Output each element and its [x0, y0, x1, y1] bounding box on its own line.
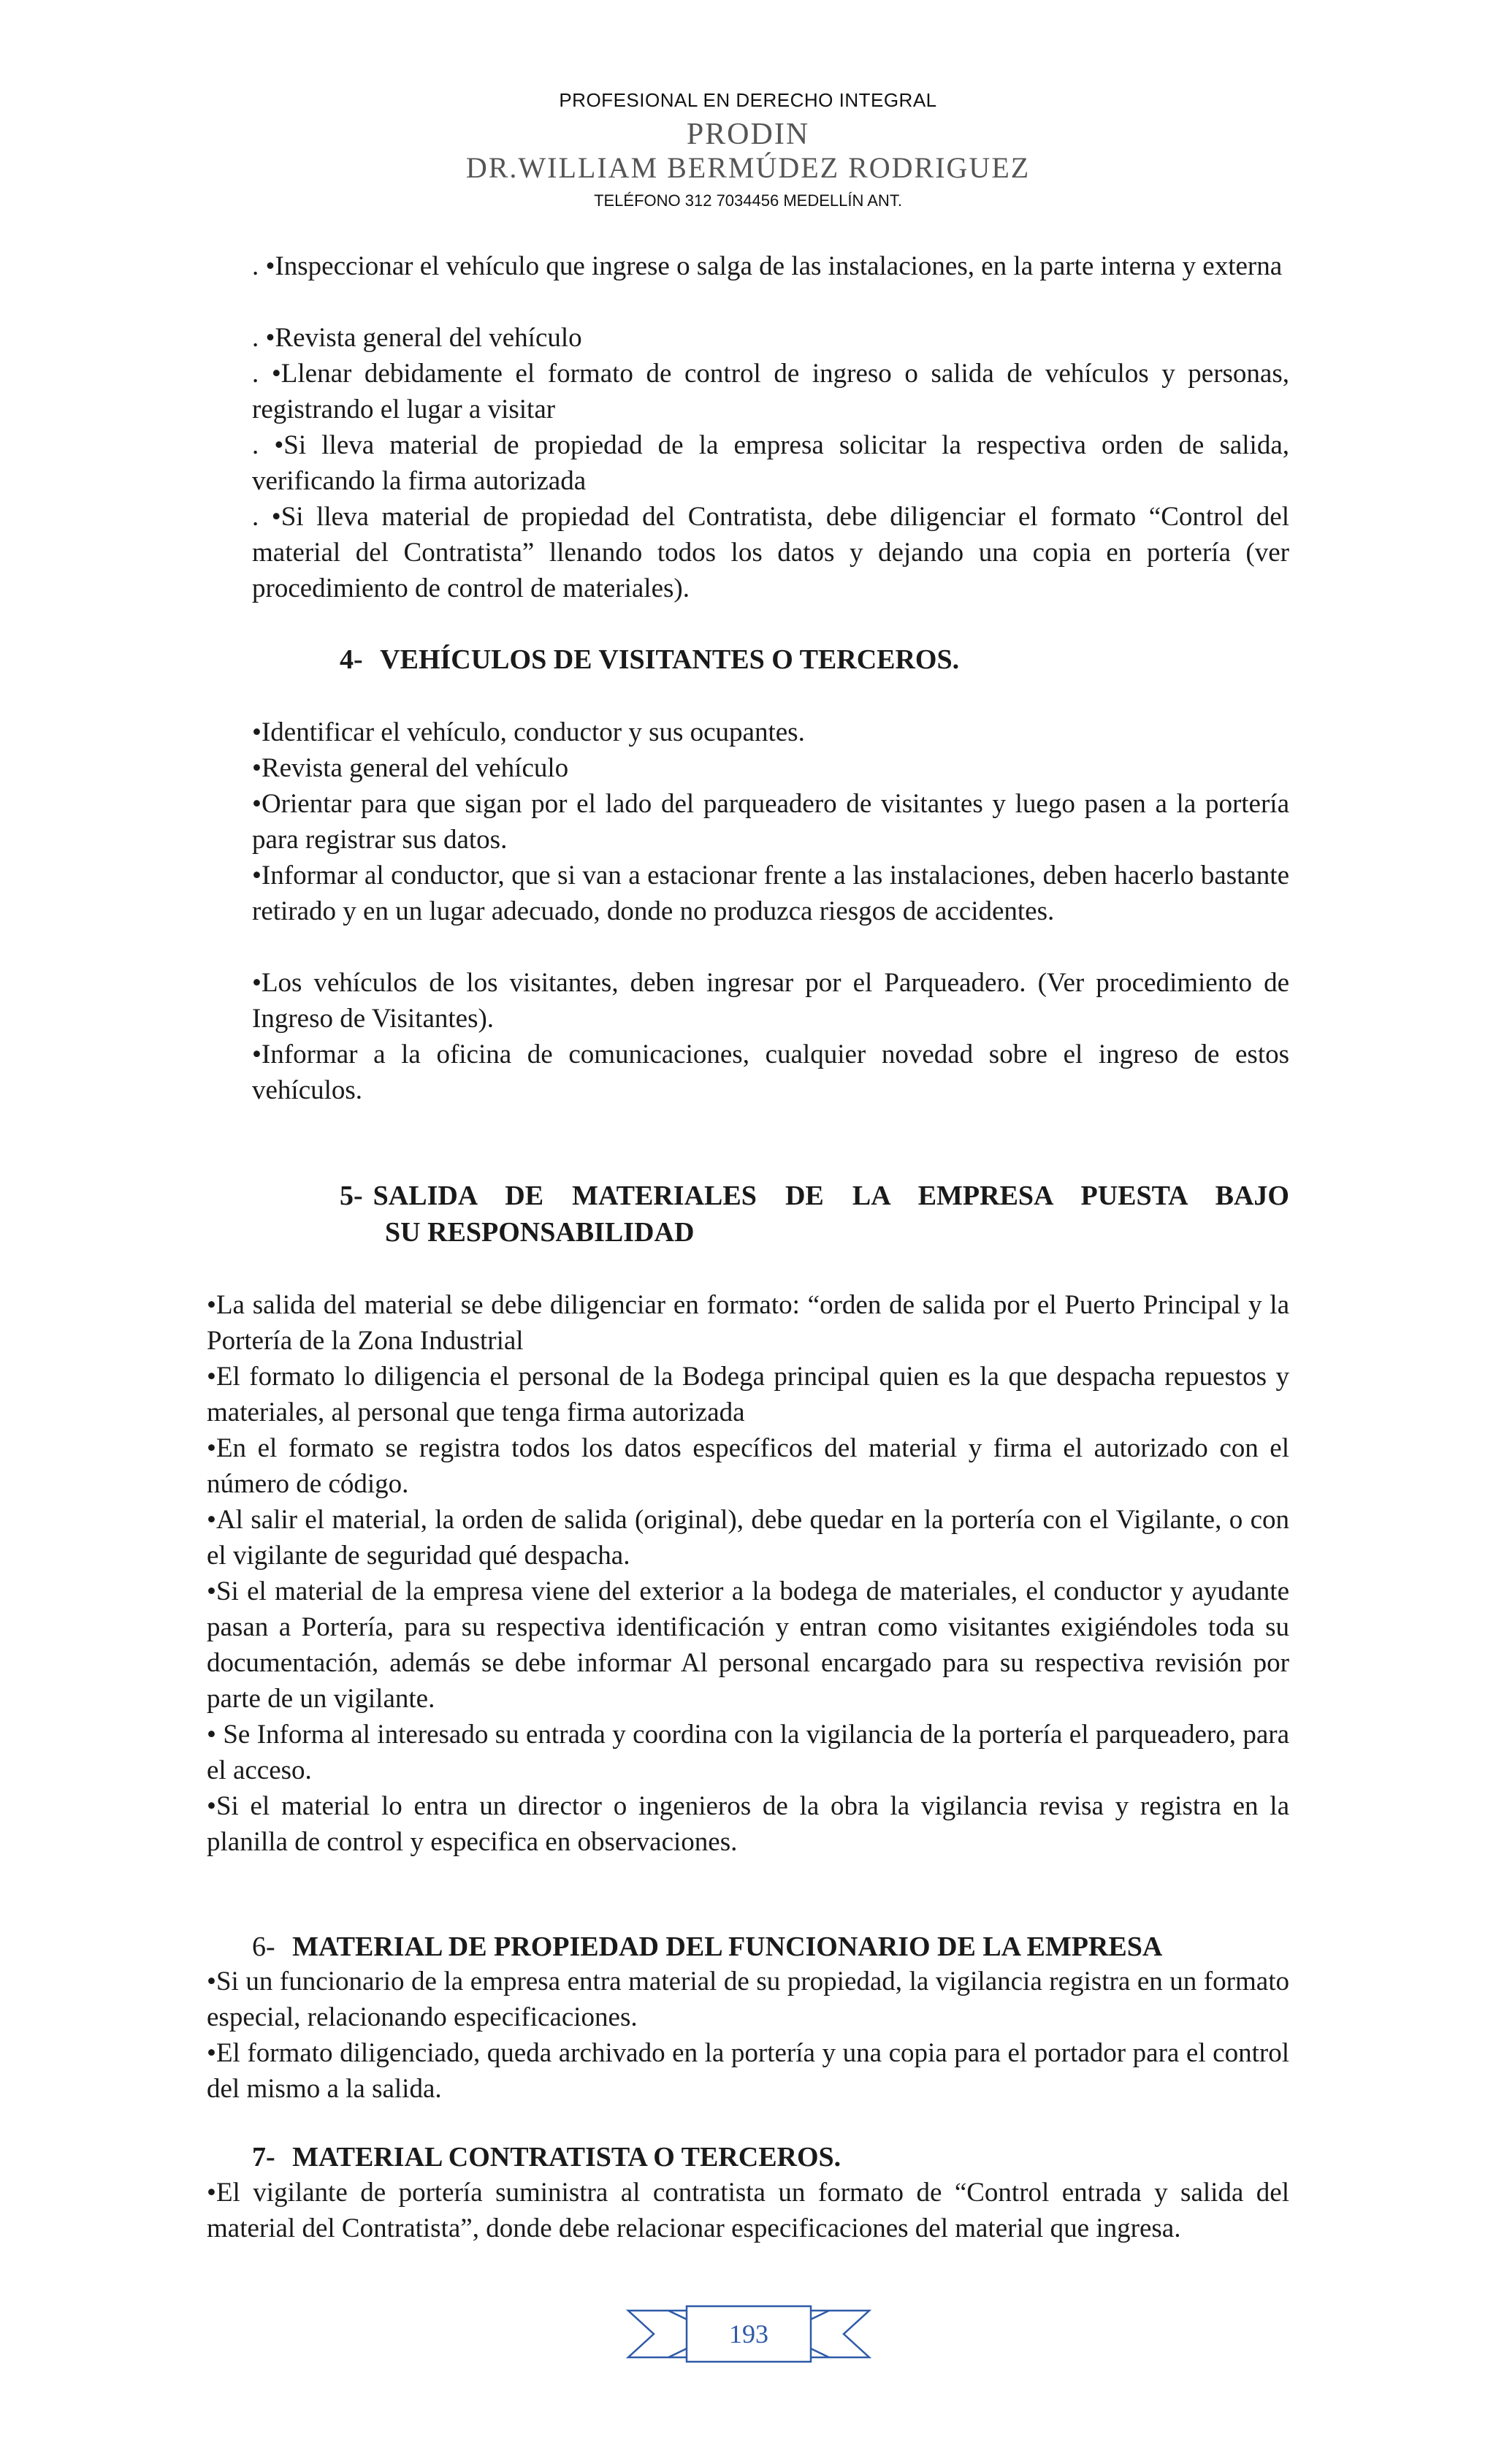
section-heading — [252, 2139, 841, 2175]
paragraph: . •Llenar debidamente el formato de control de ingreso o salida de vehículos y personas, registrando el lugar a visitar — [252, 359, 1289, 424]
section-number: 7- — [252, 2142, 275, 2173]
header-organization: PRODIN — [686, 118, 810, 151]
list-item: •La salida del material se debe diligenciar en formato: “orden de salida por el Puerto Principal y la Portería de la Zona Industrial — [207, 1290, 1289, 1356]
section-heading — [340, 641, 959, 678]
section-number: 6- — [252, 1931, 275, 1962]
header-author-name: DR.WILLIAM BERMÚDEZ RODRIGUEZ — [465, 151, 1031, 184]
list-item: •El formato lo diligencia el personal de la Bodega principal quien es la que despacha repuestos y materiales, al personal que tenga firma autorizada — [207, 1362, 1289, 1427]
section-number: 4- — [340, 644, 363, 675]
list-item: •Orientar para que sigan por el lado del parqueadero de visitantes y luego pasen a la portería para registrar sus datos. — [252, 789, 1289, 855]
paragraph: . •Revista general del vehículo — [252, 323, 582, 353]
list-item: •Informar al conductor, que si van a estacionar frente a las instalaciones, deben hacerlo bastante retirado y en un lugar adecuado, donde no produzca riesgos de accidentes. — [252, 861, 1289, 926]
section-heading — [340, 1178, 1289, 1251]
section-number: 5- — [340, 1180, 363, 1211]
page-number: 193 — [729, 2319, 768, 2349]
list-item: •Si un funcionario de la empresa entra material de su propiedad, la vigilancia registra en un formato especial, relacionando especificaciones. — [207, 1967, 1289, 2032]
list-item: •Los vehículos de los visitantes, deben ingresar por el Parqueadero. (Ver procedimiento de Ingreso de Visitantes). — [252, 968, 1289, 1034]
list-item: •En el formato se registra todos los datos específicos del material y firma el autorizado con el número de código. — [207, 1433, 1289, 1499]
header-phone: TELÉFONO 312 7034456 MEDELLÍN ANT. — [594, 191, 902, 210]
paragraph: . •Si lleva material de propiedad de la empresa solicitar la respectiva orden de salida, verificando la firma autorizada — [252, 430, 1289, 496]
section-heading — [252, 1929, 1162, 1965]
section-title-line: SU RESPONSABILIDAD — [385, 1217, 695, 1248]
list-item: • Se Informa al interesado su entrada y coordina con la vigilancia de la portería el parqueadero, para el acceso. — [207, 1720, 1289, 1785]
section-title: MATERIAL CONTRATISTA O TERCEROS. — [292, 2142, 842, 2173]
header-title-line: PROFESIONAL EN DERECHO INTEGRAL — [559, 89, 937, 111]
list-item: •Identificar el vehículo, conductor y sus ocupantes. — [252, 717, 805, 747]
list-item: •Al salir el material, la orden de salida (original), debe quedar en la portería con el Vigilante, o con el vigilante de seguridad qué despacha. — [207, 1505, 1289, 1571]
list-item: •El formato diligenciado, queda archivado en la portería y una copia para el portador para el control del mismo a la salida. — [207, 2038, 1289, 2104]
list-item: •El vigilante de portería suministra al contratista un formato de “Control entrada y salida del material del Contratista”, donde debe relacionar especificaciones del material que ingresa. — [207, 2178, 1289, 2243]
section-title: VEHÍCULOS DE VISITANTES O TERCEROS. — [380, 644, 960, 675]
section-title: MATERIAL DE PROPIEDAD DEL FUNCIONARIO DE LA EMPRESA — [292, 1931, 1163, 1962]
section-title-line: SALIDA DE MATERIALES DE LA EMPRESA PUESTA BAJO — [373, 1180, 1289, 1211]
paragraph: . •Si lleva material de propiedad del Contratista, debe diligenciar el formato “Control del material del Contratista” llenando todos los datos y dejando una copia en portería (ver procedimiento de control de materiales). — [252, 502, 1289, 603]
list-item: •Si el material de la empresa viene del exterior a la bodega de materiales, el conductor y ayudante pasan a Portería, para su respectiva identificación y entran como visitantes exigiéndoles toda su documentación, además se debe informar Al personal encargado para su respectiva revisión por parte de un vigilante. — [207, 1576, 1289, 1714]
list-item: •Informar a la oficina de comunicaciones, cualquier novedad sobre el ingreso de estos vehículos. — [252, 1040, 1289, 1105]
page-number-ribbon — [625, 2297, 873, 2370]
list-item: •Si el material lo entra un director o ingenieros de la obra la vigilancia revisa y registra en la planilla de control y especifica en observaciones. — [207, 1791, 1289, 1857]
list-item: •Revista general del vehículo — [252, 753, 569, 783]
paragraph: . •Inspeccionar el vehículo que ingrese o salga de las instalaciones, en la parte interna y externa — [252, 251, 1283, 281]
